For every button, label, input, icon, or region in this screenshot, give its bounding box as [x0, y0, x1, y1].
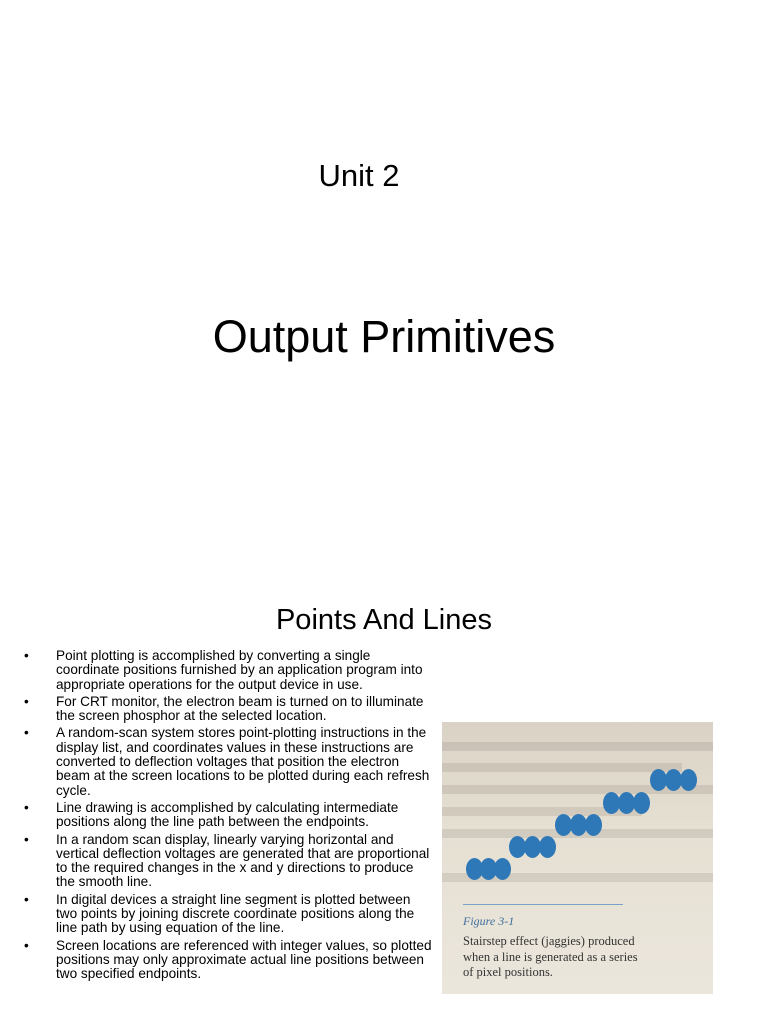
bullet-marker: •: [24, 831, 29, 847]
bullet-item: [22, 726, 434, 797]
bullet-marker: •: [24, 725, 29, 741]
background-text-line: [442, 763, 682, 772]
bullet-text: In digital devices a straight line segment is plotted between two points by joining discrete coordinate positions along the line path by using equation of the line.: [56, 891, 415, 936]
pixel-dot: [494, 858, 511, 880]
jaggies-figure: [442, 722, 713, 994]
bullet-marker: •: [24, 648, 29, 663]
pixel-dot: [680, 769, 697, 791]
bullet-item: [22, 893, 434, 936]
bullet-item: [22, 801, 434, 830]
unit-heading: Unit 2: [318, 158, 400, 193]
bullet-text: For CRT monitor, the electron beam is turned on to illuminate the screen phosphor at the selected location.: [56, 693, 424, 724]
figure-rule: [463, 904, 623, 905]
bullet-text: A random-scan system stores point-plotting instructions in the display list, and coordinates values in these instructions are converted to deflection voltages that position the electron beam at the screen locations to be plotted during each refresh cycle.: [56, 725, 430, 798]
bullet-item: [22, 939, 434, 982]
bullet-text: Point plotting is accomplished by converting a single coordinate positions furnished by an application program into appropriate operations for the output device in use.: [56, 648, 423, 692]
section-title: Points And Lines: [275, 604, 493, 636]
bullet-text: Line drawing is accomplished by calculating intermediate positions along the line path between the endpoints.: [56, 799, 399, 830]
bullet-text: Screen locations are referenced with integer values, so plotted positions may only approximate actual line positions between two specified endpoints.: [56, 937, 432, 982]
figure-label: Figure 3-1: [463, 914, 515, 928]
background-text-line: [442, 742, 713, 751]
pixel-dot: [585, 814, 602, 836]
bullet-marker: •: [24, 891, 29, 907]
bullet-item: [22, 833, 434, 890]
bullet-marker: •: [24, 799, 29, 815]
bullet-marker: •: [24, 937, 29, 953]
pixel-dot: [633, 792, 650, 814]
bullet-text: In a random scan display, linearly varying horizontal and vertical deflection voltages are generated that are proportional to the required changes in the x and y directions to produce the smooth line.: [56, 831, 430, 890]
bullet-marker: •: [24, 693, 29, 709]
pixel-dot: [539, 836, 556, 858]
bullet-list: [22, 649, 434, 985]
slide-title: Output Primitives: [212, 311, 556, 362]
bullet-item: [22, 695, 434, 724]
figure-caption: Stairstep effect (jaggies) produced when a line is generated as a series of pixel positions.: [463, 934, 638, 979]
bullet-item: [22, 649, 434, 692]
